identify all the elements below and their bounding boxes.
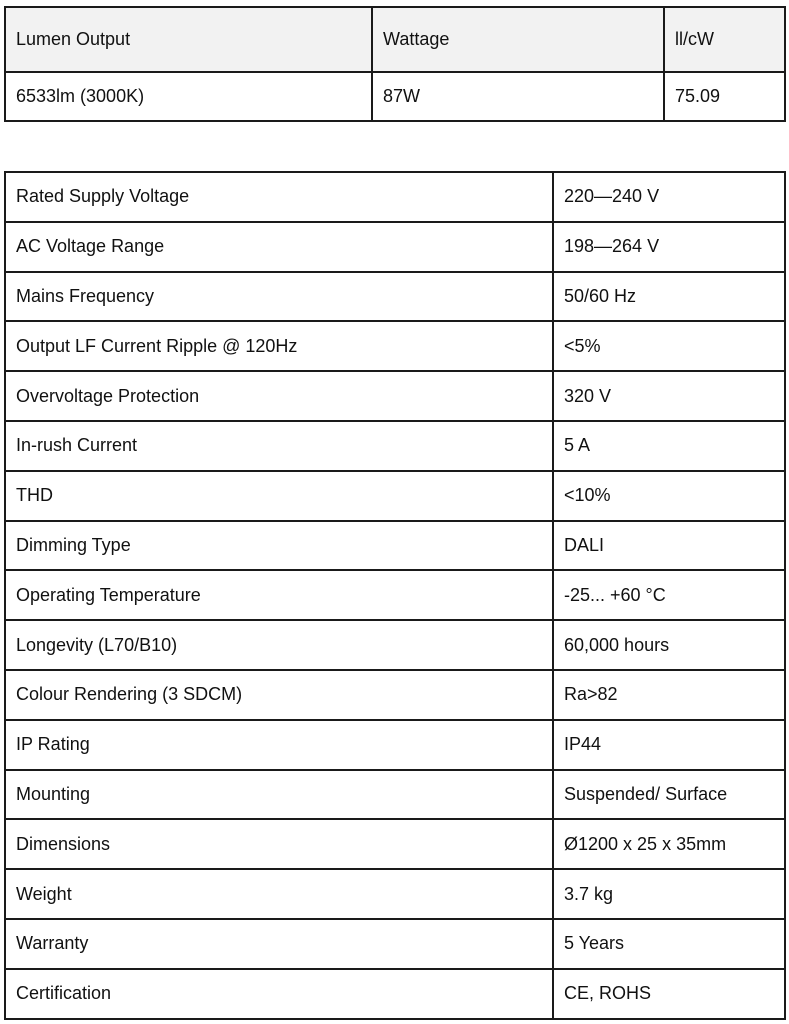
spec-value: 3.7 kg [553, 869, 785, 919]
value-lumen-output: 6533lm (3000K) [5, 72, 372, 121]
spec-label: In-rush Current [5, 421, 553, 471]
header-lumen-output: Lumen Output [5, 7, 372, 72]
table-row [5, 720, 785, 770]
table-row [5, 620, 785, 670]
spec-value: DALI [553, 521, 785, 571]
spec-label: THD [5, 471, 553, 521]
spec-label: Overvoltage Protection [5, 371, 553, 421]
spec-value: 50/60 Hz [553, 272, 785, 322]
spec-label: Mounting [5, 770, 553, 820]
spec-label: Operating Temperature [5, 570, 553, 620]
summary-table [4, 6, 786, 122]
table-row [5, 770, 785, 820]
table-row [5, 670, 785, 720]
spec-value: 198—264 V [553, 222, 785, 272]
table-row [5, 222, 785, 272]
table-row [5, 172, 785, 222]
header-efficacy: ll/cW [664, 7, 785, 72]
spec-value: 5 Years [553, 919, 785, 969]
table-row [5, 371, 785, 421]
spec-label: Weight [5, 869, 553, 919]
spec-label: Dimensions [5, 819, 553, 869]
spec-label: Longevity (L70/B10) [5, 620, 553, 670]
value-wattage: 87W [372, 72, 664, 121]
spec-label: Output LF Current Ripple @ 120Hz [5, 321, 553, 371]
spec-value: <10% [553, 471, 785, 521]
spec-label: Warranty [5, 919, 553, 969]
spec-label: Dimming Type [5, 521, 553, 571]
spec-label: Colour Rendering (3 SDCM) [5, 670, 553, 720]
value-efficacy: 75.09 [664, 72, 785, 121]
table-row [5, 919, 785, 969]
specs-table [4, 171, 786, 1020]
table-row [5, 819, 785, 869]
table-row [5, 869, 785, 919]
spec-value: 60,000 hours [553, 620, 785, 670]
spec-value: <5% [553, 321, 785, 371]
table-row [5, 321, 785, 371]
table-row [5, 471, 785, 521]
spec-value: 320 V [553, 371, 785, 421]
table-row [5, 521, 785, 571]
spec-label: Certification [5, 969, 553, 1019]
header-wattage: Wattage [372, 7, 664, 72]
table-row [5, 421, 785, 471]
spec-label: IP Rating [5, 720, 553, 770]
table-row [5, 969, 785, 1019]
spec-value: 5 A [553, 421, 785, 471]
spec-value: CE, ROHS [553, 969, 785, 1019]
summary-header-row [5, 7, 785, 72]
spec-value: IP44 [553, 720, 785, 770]
spec-value: -25... +60 °C [553, 570, 785, 620]
spec-value: Suspended/ Surface [553, 770, 785, 820]
spec-value: 220—240 V [553, 172, 785, 222]
spec-label: Mains Frequency [5, 272, 553, 322]
table-row [5, 272, 785, 322]
table-row [5, 570, 785, 620]
spec-value: Ø1200 x 25 x 35mm [553, 819, 785, 869]
spec-label: AC Voltage Range [5, 222, 553, 272]
spec-value: Ra>82 [553, 670, 785, 720]
spec-label: Rated Supply Voltage [5, 172, 553, 222]
summary-value-row [5, 72, 785, 121]
